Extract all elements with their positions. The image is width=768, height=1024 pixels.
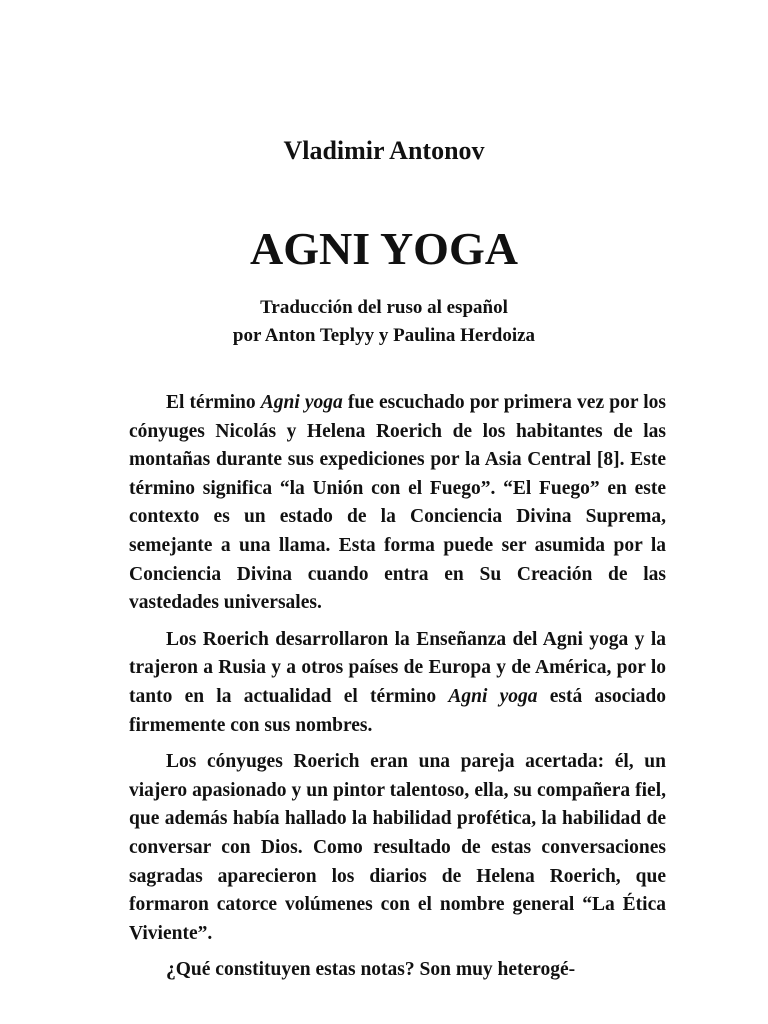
paragraph-1 — [129, 389, 666, 618]
paragraph-2 — [129, 626, 666, 740]
credit-line-2: por Anton Teplyy y Paulina Herdoiza — [232, 325, 536, 346]
credit-line-1: Traducción del ruso al español — [260, 297, 508, 318]
paragraph-1-text-a: El término — [166, 392, 261, 413]
author-name: Vladimir Antonov — [283, 136, 485, 165]
paragraph-1-term: Agni yoga — [260, 392, 343, 413]
body-text — [129, 389, 666, 993]
translation-credits — [0, 294, 768, 350]
paragraph-2-term: Agni yoga — [448, 685, 538, 707]
book-title: AGNI YOGA — [250, 223, 518, 274]
paragraph-4: ¿Qué constituyen estas notas? Son muy heterogé- — [166, 959, 576, 981]
paragraph-2-text-a: Los Roerich desarrollaron la Enseñanza del Agni yoga y la trajeron a Rusia y a otros países de Europa y de América, por lo tanto en la actualidad el término — [129, 628, 666, 707]
paragraph-3: Los cónyuges Roerich eran una pareja acertada: él, un viajero apasionado y un pintor talentoso, ella, su compañera fiel, que además había hallado la habilidad profética, la habilidad de conversar con Dios. Como resultado de estas conversaciones sagradas aparecieron los diarios de Helena Roerich, que formaron catorce volúmenes con el nombre general “La Ética Viviente”. — [129, 751, 666, 944]
paragraph-2-text-b: está asociado firmemente con sus nombres. — [129, 685, 666, 736]
paragraph-1-text-b: fue escuchado por primera vez por los cónyuges Nicolás y Helena Roerich de los habitantes de las montañas durante sus expediciones por la Asia Central [8]. Este término significa “la Unión con el Fuego”. “El Fuego” en este contexto es un estado de la Conciencia Divina Suprema, semejante a una llama. Esta forma puede ser asumida por la Conciencia Divina cuando entra en Su Creación de las vastedades universales. — [129, 392, 666, 614]
